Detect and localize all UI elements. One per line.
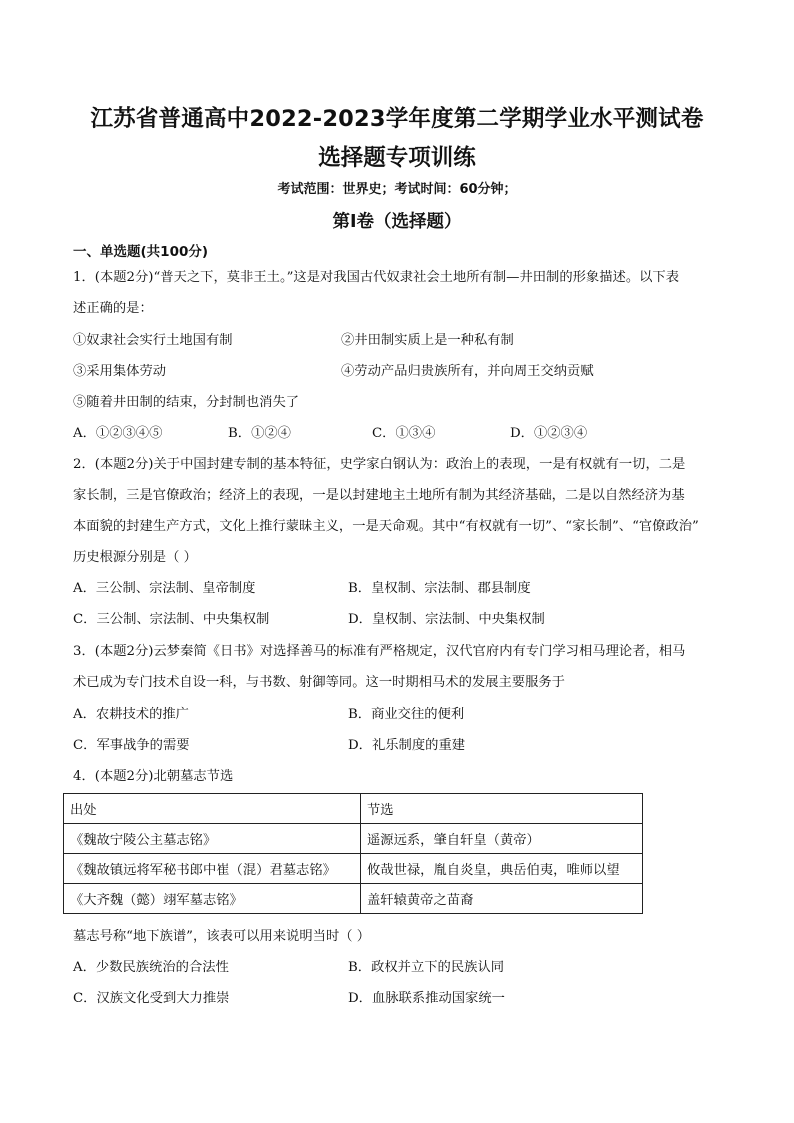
q2-stem-line2: 家长制，三是官僚政治；经济上的表现，一是以封建地主土地所有制为其经济基础，二是以自然经济为基 <box>73 488 685 503</box>
q2-stem-line4: 历史根源分别是（ ） <box>73 550 197 565</box>
q4-option-c: C．汉族文化受到大力推崇 <box>73 991 230 1006</box>
q3-option-c: C．军事战争的需要 <box>73 738 190 753</box>
q1-item4: ④劳动产品归贵族所有，并向周王交纳贡赋 <box>341 364 594 379</box>
table-row <box>64 824 643 854</box>
volume-title: 第Ⅰ卷（选择题） <box>332 212 462 232</box>
table-header-cell: 出处 <box>64 794 361 824</box>
table-row <box>64 884 643 914</box>
q1-stem-line2: 述正确的是： <box>73 301 153 316</box>
q2-stem-line1: 2．(本题2分)关于中国封建专制的基本特征，史学家白钢认为：政治上的表现，一是有权就有一切，二是 <box>73 457 686 472</box>
q4-stem-line2: 墓志号称“地下族谱”，该表可以用来说明当时（ ） <box>73 929 371 944</box>
q3-stem-line2: 术已成为专门技术自设一科，与书数、射御等同。这一时期相马术的发展主要服务于 <box>73 675 565 690</box>
q2-option-b: B．皇权制、宗法制、郡县制度 <box>348 581 531 596</box>
q3-option-d: D．礼乐制度的重建 <box>348 738 466 753</box>
table-cell: 遥源远系，肇自轩皇（黄帝） <box>361 824 643 854</box>
q1-stem-line1: 1．(本题2分)“普天之下，莫非王土。”这是对我国古代奴隶社会土地所有制—井田制的形象描述。以下表 <box>73 270 680 285</box>
table-cell: 《大齐魏（懿）翊军墓志铭》 <box>64 884 361 914</box>
q4-stem-line1: 4．(本题2分)北朝墓志节选 <box>73 769 234 784</box>
q2-option-a: A．三公制、宗法制、皇帝制度 <box>73 581 256 596</box>
q1-option-c: C．①③④ <box>372 426 436 441</box>
q3-stem-line1: 3．(本题2分)云梦秦简《日书》对选择善马的标准有严格规定，汉代官府内有专门学习相马理论者，相马 <box>73 644 686 659</box>
q1-item3: ③采用集体劳动 <box>73 364 167 379</box>
q4-option-b: B．政权并立下的民族认同 <box>348 960 505 975</box>
q3-option-b: B．商业交往的便利 <box>348 707 465 722</box>
q1-item2: ②井田制实质上是一种私有制 <box>341 333 514 348</box>
q2-option-d: D．皇权制、宗法制、中央集权制 <box>348 612 545 627</box>
q1-option-b: B．①②④ <box>228 426 291 441</box>
q2-stem-line3: 本面貌的封建生产方式，文化上推行蒙昧主义，一是天命观。其中“有权就有一切”、“家长制”、“官僚政治” <box>73 519 699 534</box>
exam-subtitle: 选择题专项训练 <box>318 145 476 171</box>
table-header-row <box>64 794 643 824</box>
q1-item5: ⑤随着井田制的结束，分封制也消失了 <box>73 395 300 410</box>
table-header-cell: 节选 <box>361 794 643 824</box>
q3-option-a: A．农耕技术的推广 <box>73 707 189 722</box>
q2-option-c: C．三公制、宗法制、中央集权制 <box>73 612 270 627</box>
table-row <box>64 854 643 884</box>
q4-option-d: D．血脉联系推动国家统一 <box>348 991 505 1006</box>
table-cell: 《魏故宁陵公主墓志铭》 <box>64 824 361 854</box>
q4-option-a: A．少数民族统治的合法性 <box>73 960 229 975</box>
q1-item1: ①奴隶社会实行土地国有制 <box>73 333 233 348</box>
q1-option-d: D．①②③④ <box>510 426 588 441</box>
table-cell: 盖轩辕黄帝之苗裔 <box>361 884 643 914</box>
exam-info: 考试范围：世界史；考试时间：60分钟； <box>277 182 517 197</box>
table-cell: 《魏故镇远将军秘书郎中崔（混）君墓志铭》 <box>64 854 361 884</box>
exam-title: 江苏省普通高中2022-2023学年度第二学期学业水平测试卷 <box>90 106 704 132</box>
table-cell: 攸哉世禄，胤自炎皇，典岳伯夷，唯师以望 <box>361 854 643 884</box>
section-title: 一、单选题(共100分) <box>73 244 209 260</box>
q4-epitaph-table <box>63 793 643 914</box>
q1-option-a: A．①②③④⑤ <box>73 426 163 441</box>
